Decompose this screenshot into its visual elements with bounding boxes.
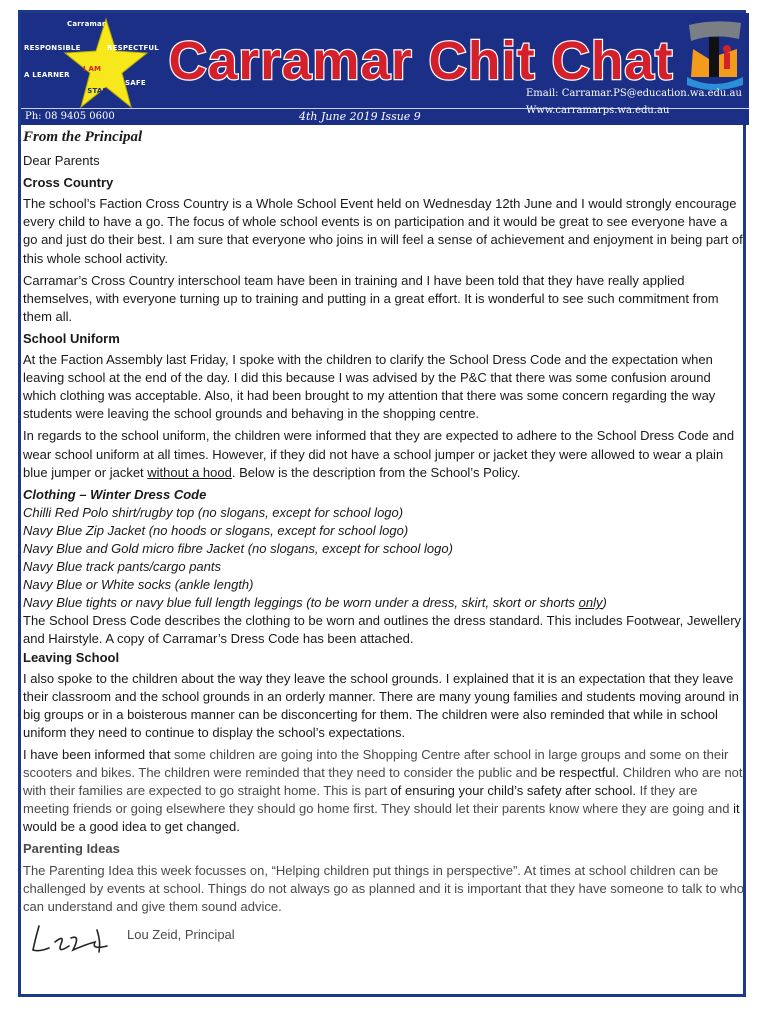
greeting: Dear Parents — [23, 153, 100, 169]
text-span: Children who are not with their families are expected to go straight home. This is part — [23, 765, 743, 799]
contact-phone: Ph: 08 9405 0600 — [25, 111, 115, 122]
paragraph: I also spoke to the children about the way they leave the school grounds. I explained that it is an expectation that they leave their classroom and the school grounds in an orderly manner. There are many young families and students moving around in big groups or in a boisterous manner can be disconcerting for them. The children were also reminded that while in school uniform they need to continue to display the school’s expectations. — [23, 670, 739, 740]
value-respectful: RESPECTFUL — [107, 44, 159, 52]
paragraph: The School Dress Code describes the clothing to be worn and outlines the dress standard. This includes Footwear, Jewellery and Hairstyle. A copy of Carramar’s Dress Code has been attached. — [23, 613, 742, 647]
text-span: some children are going into the Shopping Centre after school in large groups and some on their scooters and bikes. The children were reminded that they need to consider the public and — [23, 747, 729, 781]
school-logo-icon — [683, 19, 745, 91]
heading-parenting-ideas: Parenting Ideas — [23, 841, 120, 857]
list-item: Navy Blue or White socks (ankle length) — [23, 577, 254, 593]
list-item: Navy Blue Zip Jacket (no hoods or slogans, except for school logo) — [23, 522, 409, 538]
star-icon — [63, 15, 149, 113]
value-responsible: RESPONSIBLE — [24, 44, 81, 52]
contact-website[interactable]: Www.carramarps.wa.edu.au — [526, 105, 670, 116]
paragraph: The Parenting Idea this week focusses on, “Helping children put things in perspective”. At times at school children can be challenged by events at school. Things do not always go as planned and it is important that they have someone to talk to who can understand and give them sound advice. — [23, 862, 744, 914]
list-item: Navy Blue and Gold micro fibre Jacket (no slogans, except for school logo) — [23, 540, 453, 556]
contact-email[interactable]: Email: Carramar.PS@education.wa.edu.au — [526, 88, 742, 99]
value-safe: SAFE — [125, 79, 146, 87]
school-name-small: Carramar — [67, 20, 106, 28]
heading-school-uniform: School Uniform — [23, 330, 120, 346]
signature-icon — [25, 920, 121, 960]
signoff-name: Lou Zeid, Principal — [127, 926, 235, 942]
text-span: I have been informed that — [23, 747, 175, 762]
heading-cross-country: Cross Country — [23, 175, 114, 191]
text-span: of ensuring your child’s safety after school. — [390, 783, 640, 799]
paragraph — [23, 427, 745, 481]
heading-clothing: Clothing – Winter Dress Code — [23, 486, 207, 502]
text-span: . Below is the description from the School’s Policy. — [231, 464, 521, 480]
paragraph — [23, 746, 745, 836]
newsletter-banner — [21, 13, 749, 125]
title-text: Carramar Chit Chat — [168, 31, 674, 91]
list-item: Chilli Red Polo shirt/rugby top (no slogans, except for school logo) — [23, 504, 404, 520]
heading-leaving-school: Leaving School — [23, 649, 120, 665]
value-i-am: I AM — [83, 65, 102, 73]
underlined-text: without a hood — [147, 464, 232, 480]
paragraph: The school’s Faction Cross Country is a Whole School Event held on Wednesday 12th June and I would strongly encourage every child to have a go. The focus of whole school events is on participation and it would be great to see everyone have a go and just do their best. I am sure that everyone who joins in will feel a sense of achievement and enjoyment in being part of this whole school activity. — [23, 196, 743, 266]
value-learner: A LEARNER — [24, 71, 70, 79]
list-item: Navy Blue track pants/cargo pants — [23, 559, 221, 575]
text-span: If they are meeting friends or going elsewhere they should go home first. They should let their parents know where they are going and — [23, 783, 734, 817]
section-title: From the Principal — [23, 129, 143, 145]
text-span: In regards to the school uniform, the children were informed that they are expected to adhere to the School Dress Code and wear school uniform at all times. However, if they did not have a school jumper or jacket they were allowed to wear a plain blue jumper or jacket — [23, 428, 735, 480]
value-star: A STAR — [79, 87, 109, 95]
text-span: be respectful. — [540, 765, 623, 781]
list-item — [23, 594, 745, 612]
paragraph: At the Faction Assembly last Friday, I spoke with the children to clarify the School Dress Code and the expectation when leaving school at the end of the day. I did this because I was advised by the P&C that there was some confusion around which clothing was acceptable. Also, it had been brought to my attention that there was some concern regarding the way students were leaving the school grounds and behaving in the shopping centre. — [23, 352, 716, 422]
text-span: Navy Blue tights or navy blue full length leggings (to be worn under a dress, skirt, skort or shorts — [23, 595, 579, 611]
issue-date: 4th June 2019 Issue 9 — [299, 110, 421, 123]
text-span: ) — [602, 595, 607, 611]
underlined-text: only — [578, 595, 603, 611]
paragraph: Carramar’s Cross Country interschool team have been in training and I have been told that they have really applied themselves, with everyone turning up to training and putting in a great effort. It is wonderful to see such commitment from them all. — [23, 272, 719, 324]
signature-block — [23, 920, 745, 964]
principal-article — [23, 128, 745, 964]
text-span: it would be a good idea to get changed. — [23, 801, 740, 835]
